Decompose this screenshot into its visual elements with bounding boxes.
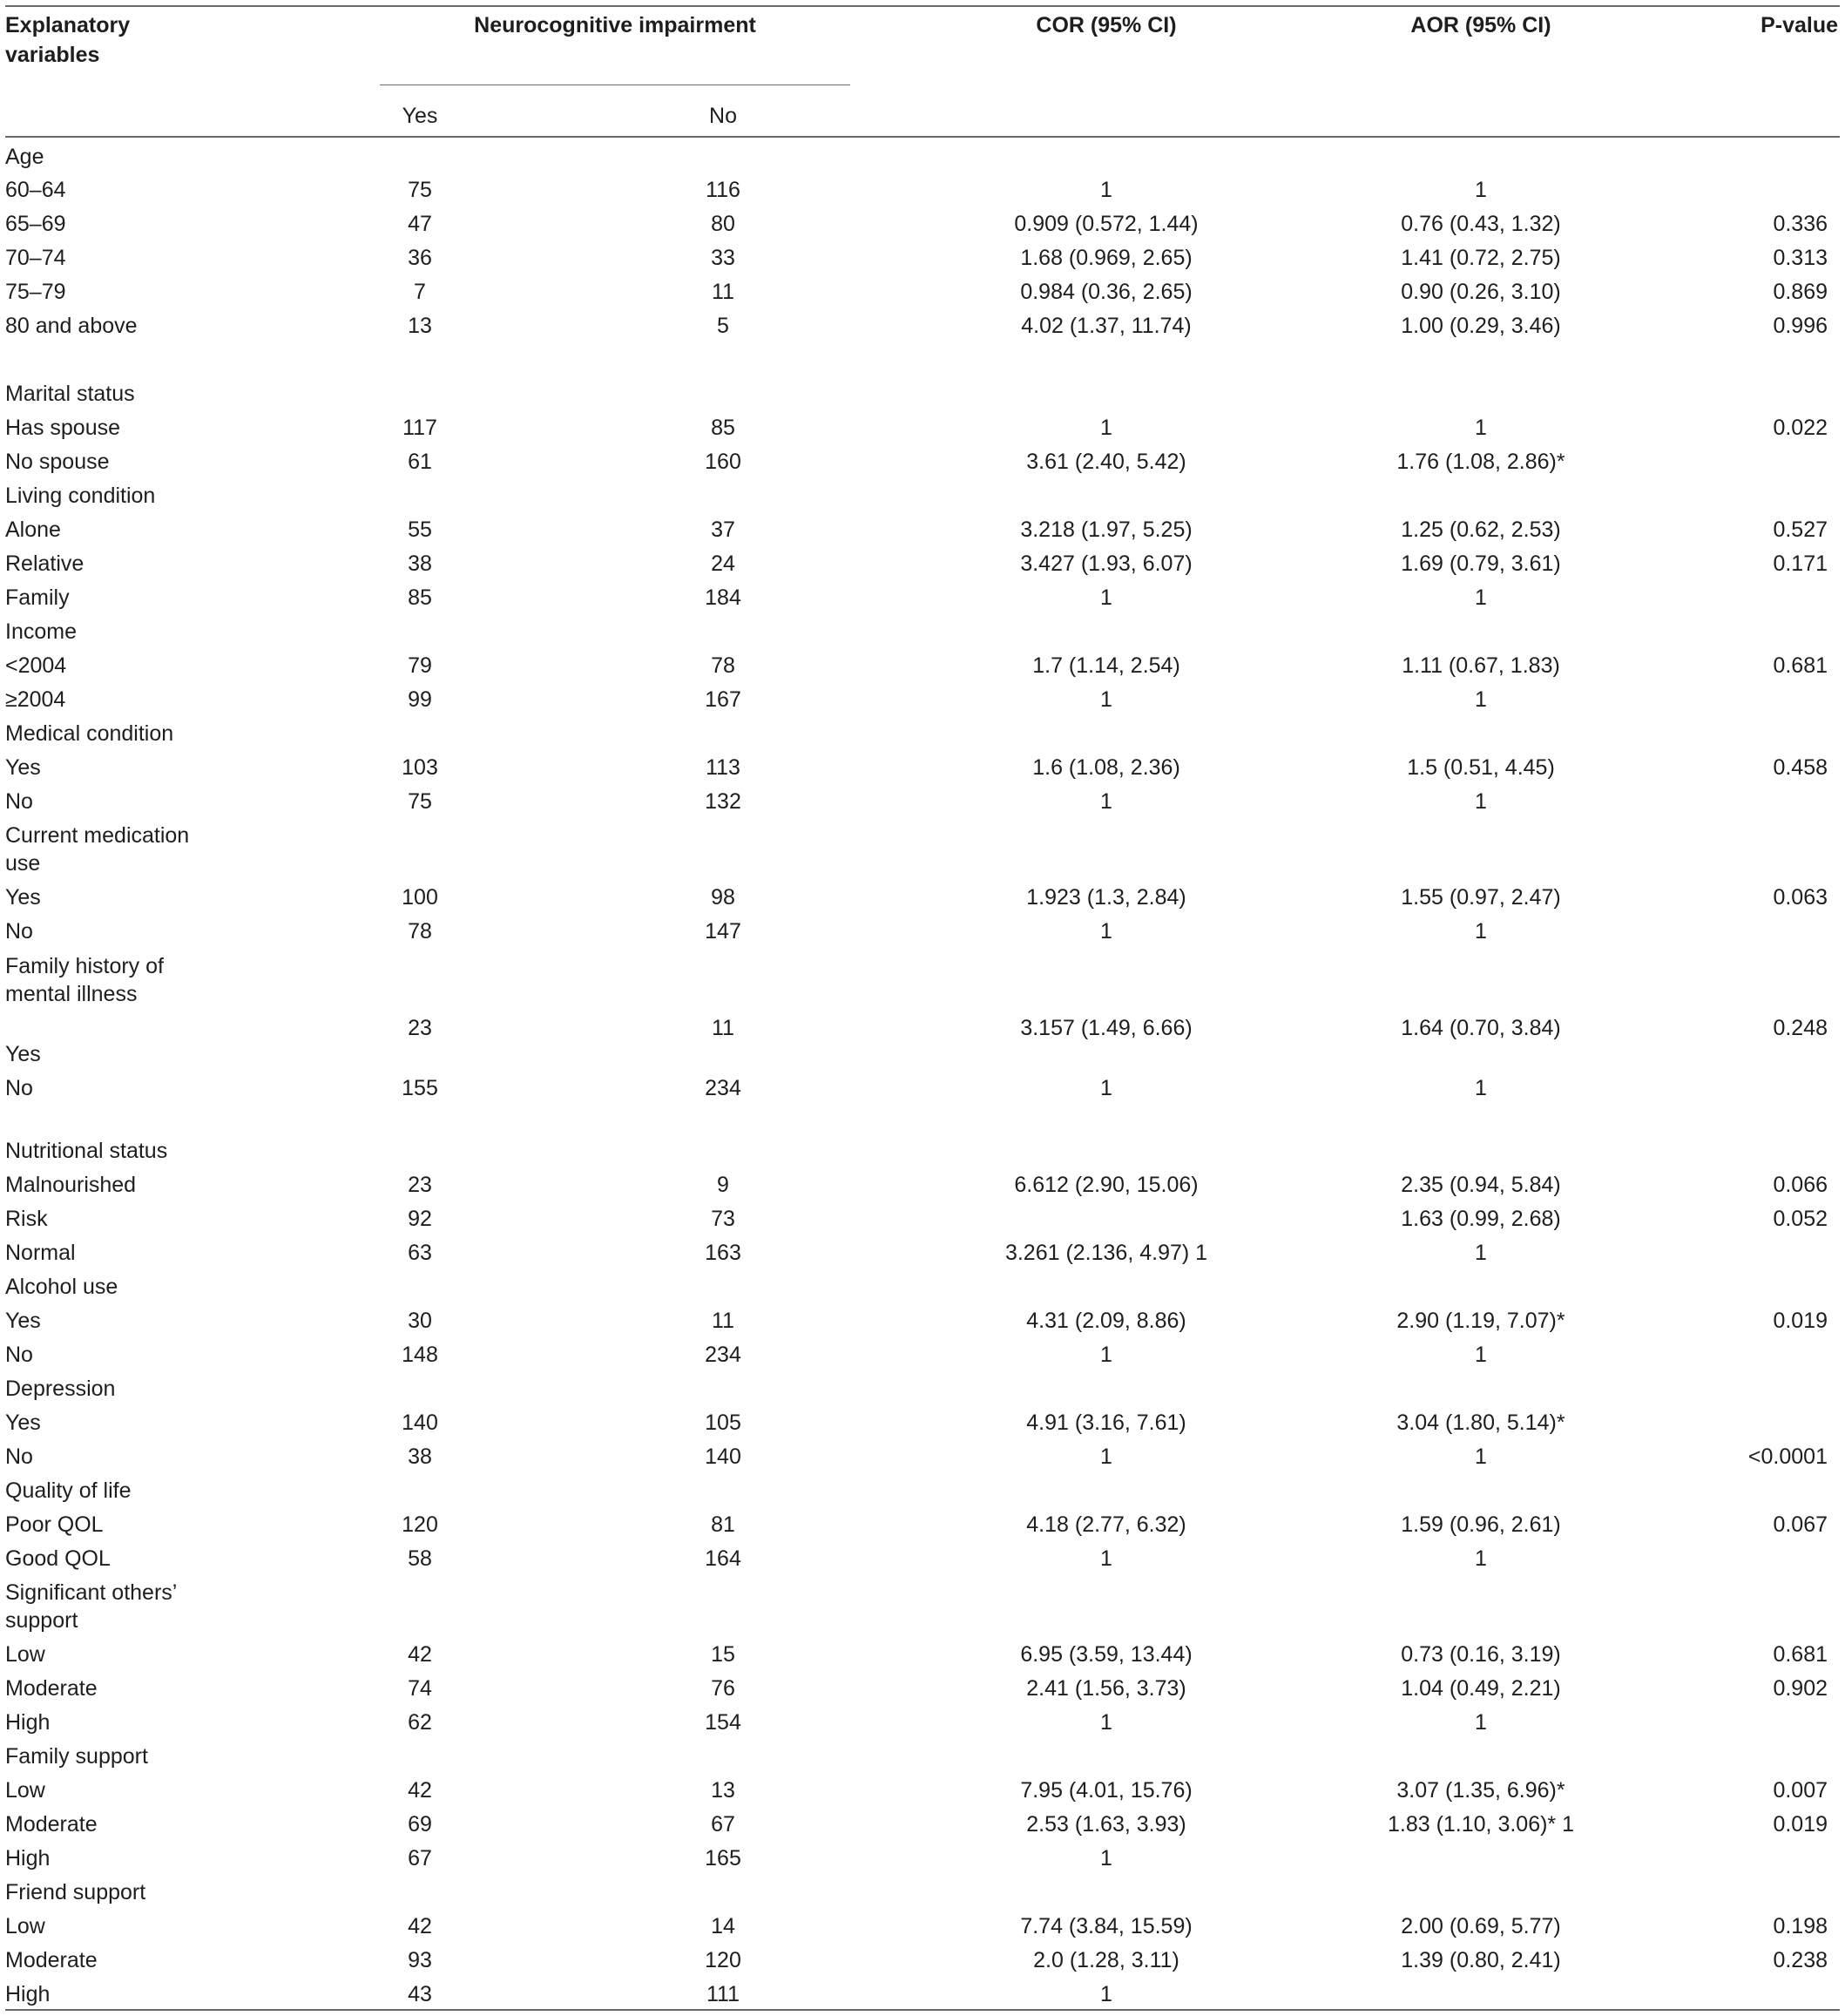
header-explanatory-variables: Explanatory variables [5, 13, 131, 67]
cell-p: <0.0001 [1747, 1444, 1828, 1469]
row-label: Family support [5, 1744, 148, 1769]
cell-no: 105 [705, 1411, 741, 1435]
cell-cor: 1 [1100, 178, 1112, 202]
cell-no: 160 [705, 450, 741, 474]
cell-cor: 4.91 (3.16, 7.61) [1026, 1411, 1186, 1435]
cell-aor: 1 [1475, 919, 1487, 944]
cell-cor: 1 [1100, 919, 1112, 944]
row-label: High [5, 1982, 51, 2006]
row-label: No [5, 1444, 33, 1469]
cell-p: 0.248 [1773, 1016, 1828, 1040]
cell-yes: 67 [408, 1846, 432, 1871]
subheader-yes: Yes [402, 104, 438, 128]
cell-aor: 1 [1475, 1241, 1487, 1265]
cell-aor: 1 [1475, 1076, 1487, 1100]
cell-cor: 1 [1100, 1076, 1112, 1100]
row-label: Depression [5, 1377, 116, 1401]
row-label: High [5, 1710, 51, 1735]
cell-aor: 2.35 (0.94, 5.84) [1401, 1173, 1561, 1197]
cell-p: 0.067 [1773, 1512, 1828, 1537]
cell-p: 0.527 [1773, 518, 1828, 542]
cell-cor: 1.7 (1.14, 2.54) [1032, 653, 1180, 678]
cell-aor: 1.00 (0.29, 3.46) [1401, 314, 1561, 338]
cell-cor: 3.218 (1.97, 5.25) [1020, 518, 1193, 542]
cell-p: 0.902 [1773, 1676, 1828, 1701]
cell-no: 167 [705, 687, 741, 712]
row-label: Friend support [5, 1880, 146, 1904]
row-label: Current medication [5, 823, 190, 848]
cell-yes: 38 [408, 1444, 432, 1469]
cell-no: 113 [706, 755, 740, 780]
cell-aor: 1.69 (0.79, 3.61) [1401, 551, 1561, 576]
cell-no: 234 [705, 1343, 741, 1367]
cell-no: 147 [705, 919, 741, 944]
row-label: Yes [5, 885, 41, 910]
header-bottom-rule [5, 136, 1840, 138]
cell-cor: 3.61 (2.40, 5.42) [1026, 450, 1186, 474]
row-label: Moderate [5, 1812, 98, 1837]
cell-p: 0.066 [1773, 1173, 1828, 1197]
cell-aor: 1 [1475, 1710, 1487, 1735]
cell-yes: 38 [408, 551, 432, 576]
cell-yes: 99 [408, 687, 432, 712]
row-label: Income [5, 619, 77, 644]
cell-p: 0.458 [1773, 755, 1828, 780]
cell-aor: 1.11 (0.67, 1.83) [1402, 653, 1560, 678]
cell-yes: 117 [402, 416, 437, 440]
cell-cor: 1 [1100, 1710, 1112, 1735]
cell-cor: 2.53 (1.63, 3.93) [1026, 1812, 1186, 1837]
cell-yes: 75 [408, 789, 432, 814]
row-label: High [5, 1846, 51, 1871]
cell-cor: 4.02 (1.37, 11.74) [1021, 314, 1192, 338]
cell-cor: 2.41 (1.56, 3.73) [1026, 1676, 1186, 1701]
cell-no: 140 [705, 1444, 741, 1469]
cell-p: 0.681 [1773, 1642, 1828, 1667]
cell-aor: 1 [1475, 1546, 1487, 1571]
cell-cor: 3.261 (2.136, 4.97) 1 [1004, 1241, 1208, 1265]
cell-no: 11 [712, 1016, 734, 1040]
cell-aor: 1 [1475, 687, 1487, 712]
cell-cor: 1 [1100, 1846, 1112, 1871]
cell-no: 11 [712, 1309, 734, 1333]
cell-no: 234 [705, 1076, 741, 1100]
cell-aor: 1.83 (1.10, 3.06)* 1 [1387, 1812, 1575, 1837]
row-label: Has spouse [5, 416, 121, 440]
cell-no: 13 [711, 1778, 735, 1803]
cell-aor: 1 [1475, 1343, 1487, 1367]
cell-no: 24 [711, 551, 735, 576]
cell-cor: 0.984 (0.36, 2.65) [1020, 280, 1193, 304]
cell-cor: 1 [1100, 687, 1112, 712]
cell-yes: 36 [408, 246, 432, 270]
cell-cor: 1 [1100, 1444, 1112, 1469]
row-label: 60–64 [5, 178, 66, 202]
cell-yes: 42 [408, 1914, 432, 1938]
cell-aor: 3.07 (1.35, 6.96)* [1396, 1778, 1565, 1803]
cell-no: 33 [711, 246, 735, 270]
row-label: No [5, 789, 33, 814]
cell-p: 0.198 [1773, 1914, 1828, 1938]
header-cor: COR (95% CI) [1036, 13, 1177, 37]
row-label: 70–74 [5, 246, 66, 270]
cell-aor: 1.41 (0.72, 2.75) [1401, 246, 1561, 270]
cell-aor: 1.76 (1.08, 2.86)* [1396, 450, 1565, 474]
cell-aor: 1.39 (0.80, 2.41) [1401, 1948, 1561, 1972]
cell-yes: 63 [408, 1241, 432, 1265]
cell-no: 37 [711, 518, 735, 542]
cell-yes: 100 [402, 885, 438, 910]
cell-no: 81 [711, 1512, 735, 1537]
cell-p: 0.171 [1773, 551, 1828, 576]
cell-aor: 1 [1475, 789, 1487, 814]
bottom-rule [5, 2009, 1840, 2011]
row-label: Yes [5, 1309, 41, 1333]
cell-cor: 1 [1100, 585, 1112, 610]
row-label: Good QOL [5, 1546, 111, 1571]
row-label: No spouse [5, 450, 110, 474]
row-label: 80 and above [5, 314, 138, 338]
cell-yes: 61 [408, 450, 432, 474]
cell-aor: 1.64 (0.70, 3.84) [1401, 1016, 1561, 1040]
cell-cor: 1.923 (1.3, 2.84) [1026, 885, 1186, 910]
row-label: Medical condition [5, 721, 174, 746]
row-label: Alone [5, 518, 61, 542]
row-label: Low [5, 1778, 45, 1803]
cell-yes: 140 [402, 1411, 438, 1435]
cell-no: 85 [711, 416, 735, 440]
row-label: Quality of life [5, 1478, 132, 1503]
row-label: Low [5, 1642, 45, 1667]
header-aor: AOR (95% CI) [1410, 13, 1551, 37]
cell-no: 111 [706, 1982, 740, 2006]
cell-yes: 120 [402, 1512, 438, 1537]
cell-p: 0.996 [1773, 314, 1828, 338]
row-label: 65–69 [5, 212, 66, 236]
cell-cor: 6.612 (2.90, 15.06) [1014, 1173, 1199, 1197]
cell-yes: 23 [408, 1016, 432, 1040]
row-label: Normal [5, 1241, 76, 1265]
row-label: Malnourished [5, 1173, 137, 1197]
cell-yes: 79 [408, 653, 432, 678]
cell-aor: 1.25 (0.62, 2.53) [1401, 518, 1561, 542]
cell-p: 0.238 [1773, 1948, 1828, 1972]
row-label: Yes [5, 755, 41, 780]
cell-cor: 1.6 (1.08, 2.36) [1032, 755, 1180, 780]
row-label: Family [5, 585, 70, 610]
cell-p: 0.063 [1773, 885, 1828, 910]
cell-aor: 0.90 (0.26, 3.10) [1401, 280, 1561, 304]
cell-cor: 3.157 (1.49, 6.66) [1020, 1016, 1193, 1040]
row-label: No [5, 1343, 33, 1367]
cell-yes: 23 [408, 1173, 432, 1197]
cell-cor: 1.68 (0.969, 2.65) [1020, 246, 1193, 270]
row-label: ≥2004 [5, 687, 66, 712]
cell-no: 15 [711, 1642, 735, 1667]
cell-yes: 42 [408, 1642, 432, 1667]
row-label: support [5, 1608, 78, 1633]
cell-yes: 47 [408, 212, 432, 236]
cell-no: 132 [705, 789, 741, 814]
cell-no: 76 [711, 1676, 735, 1701]
cell-no: 73 [711, 1207, 735, 1231]
row-label: Moderate [5, 1676, 98, 1701]
cell-no: 164 [705, 1546, 741, 1571]
cell-aor: 1.55 (0.97, 2.47) [1401, 885, 1561, 910]
cell-cor: 6.95 (3.59, 13.44) [1020, 1642, 1193, 1667]
cell-yes: 7 [414, 280, 426, 304]
row-label: 75–79 [5, 280, 66, 304]
cell-aor: 1.63 (0.99, 2.68) [1401, 1207, 1561, 1231]
cell-no: 184 [705, 585, 741, 610]
cell-no: 80 [711, 212, 735, 236]
row-label: No [5, 1076, 33, 1100]
cell-yes: 43 [408, 1982, 432, 2006]
cell-aor: 1.59 (0.96, 2.61) [1401, 1512, 1561, 1537]
subheader-no: No [709, 104, 737, 128]
cell-no: 5 [717, 314, 729, 338]
row-label: No [5, 919, 33, 944]
row-label: Yes [5, 1042, 41, 1066]
cell-no: 116 [706, 178, 740, 202]
row-label: Risk [5, 1207, 48, 1231]
cell-yes: 30 [408, 1309, 432, 1333]
row-label: Yes [5, 1411, 41, 1435]
header-neurocognitive-impairment: Neurocognitive impairment [474, 13, 756, 37]
cell-no: 67 [711, 1812, 735, 1837]
cell-p: 0.681 [1773, 653, 1828, 678]
cell-yes: 13 [408, 314, 432, 338]
cell-no: 9 [717, 1173, 729, 1197]
cell-yes: 42 [408, 1778, 432, 1803]
cell-yes: 93 [408, 1948, 432, 1972]
row-label: Nutritional status [5, 1139, 168, 1163]
row-label: use [5, 851, 41, 876]
cell-no: 163 [705, 1241, 741, 1265]
cell-no: 14 [711, 1914, 735, 1938]
cell-cor: 7.95 (4.01, 15.76) [1020, 1778, 1193, 1803]
cell-aor: 1 [1475, 1444, 1487, 1469]
cell-aor: 1.5 (0.51, 4.45) [1407, 755, 1555, 780]
cell-aor: 3.04 (1.80, 5.14)* [1396, 1411, 1565, 1435]
cell-p: 0.869 [1773, 280, 1828, 304]
row-label: Significant others’ [5, 1580, 178, 1605]
top-rule [5, 5, 1840, 7]
cell-no: 120 [705, 1948, 741, 1972]
cell-aor: 1 [1475, 585, 1487, 610]
cell-p: 0.007 [1773, 1778, 1828, 1803]
cell-yes: 69 [408, 1812, 432, 1837]
cell-p: 0.019 [1773, 1812, 1828, 1837]
cell-cor: 4.18 (2.77, 6.32) [1026, 1512, 1186, 1537]
row-label: Family history of [5, 954, 164, 978]
cell-aor: 0.73 (0.16, 3.19) [1401, 1642, 1561, 1667]
cell-aor: 2.00 (0.69, 5.77) [1401, 1914, 1561, 1938]
row-label: Poor QOL [5, 1512, 104, 1537]
cell-cor: 1 [1100, 1546, 1112, 1571]
cell-yes: 148 [402, 1343, 438, 1367]
cell-yes: 74 [408, 1676, 432, 1701]
cell-p: 0.313 [1773, 246, 1828, 270]
cell-cor: 1 [1100, 1982, 1112, 2006]
row-label: Age [5, 145, 44, 169]
cell-no: 11 [712, 280, 734, 304]
row-label: Alcohol use [5, 1275, 118, 1299]
row-label: Marital status [5, 382, 135, 406]
row-label: Living condition [5, 484, 156, 508]
cell-no: 165 [705, 1846, 741, 1871]
cell-aor: 2.90 (1.19, 7.07)* [1396, 1309, 1565, 1333]
cell-cor: 1 [1100, 416, 1112, 440]
cell-aor: 0.76 (0.43, 1.32) [1401, 212, 1561, 236]
cell-aor: 1.04 (0.49, 2.21) [1401, 1676, 1561, 1701]
cell-no: 98 [711, 885, 735, 910]
row-label: Relative [5, 551, 84, 576]
row-label: mental illness [5, 982, 138, 1006]
cell-yes: 85 [408, 585, 432, 610]
cell-yes: 155 [402, 1076, 438, 1100]
cell-cor: 4.31 (2.09, 8.86) [1026, 1309, 1186, 1333]
row-label: Moderate [5, 1948, 98, 1972]
cell-aor: 1 [1475, 416, 1487, 440]
cell-yes: 62 [408, 1710, 432, 1735]
cell-yes: 103 [402, 755, 438, 780]
cell-cor: 1 [1100, 1343, 1112, 1367]
cell-yes: 78 [408, 919, 432, 944]
cell-cor: 2.0 (1.28, 3.11) [1033, 1948, 1179, 1972]
cell-p: 0.019 [1773, 1309, 1828, 1333]
cell-yes: 58 [408, 1546, 432, 1571]
row-label: <2004 [5, 653, 67, 678]
cell-aor: 1 [1475, 178, 1487, 202]
cell-no: 78 [711, 653, 735, 678]
cell-cor: 0.909 (0.572, 1.44) [1014, 212, 1199, 236]
row-label: Low [5, 1914, 45, 1938]
cell-p: 0.052 [1773, 1207, 1828, 1231]
cell-cor: 1 [1100, 789, 1112, 814]
cell-yes: 75 [408, 178, 432, 202]
cell-yes: 92 [408, 1207, 432, 1231]
cell-p: 0.022 [1773, 416, 1828, 440]
cell-p: 0.336 [1773, 212, 1828, 236]
header-p-value: P-value [1761, 13, 1838, 37]
cell-cor: 7.74 (3.84, 15.59) [1020, 1914, 1193, 1938]
cell-cor: 3.427 (1.93, 6.07) [1020, 551, 1193, 576]
cell-no: 154 [705, 1710, 741, 1735]
cell-yes: 55 [408, 518, 432, 542]
